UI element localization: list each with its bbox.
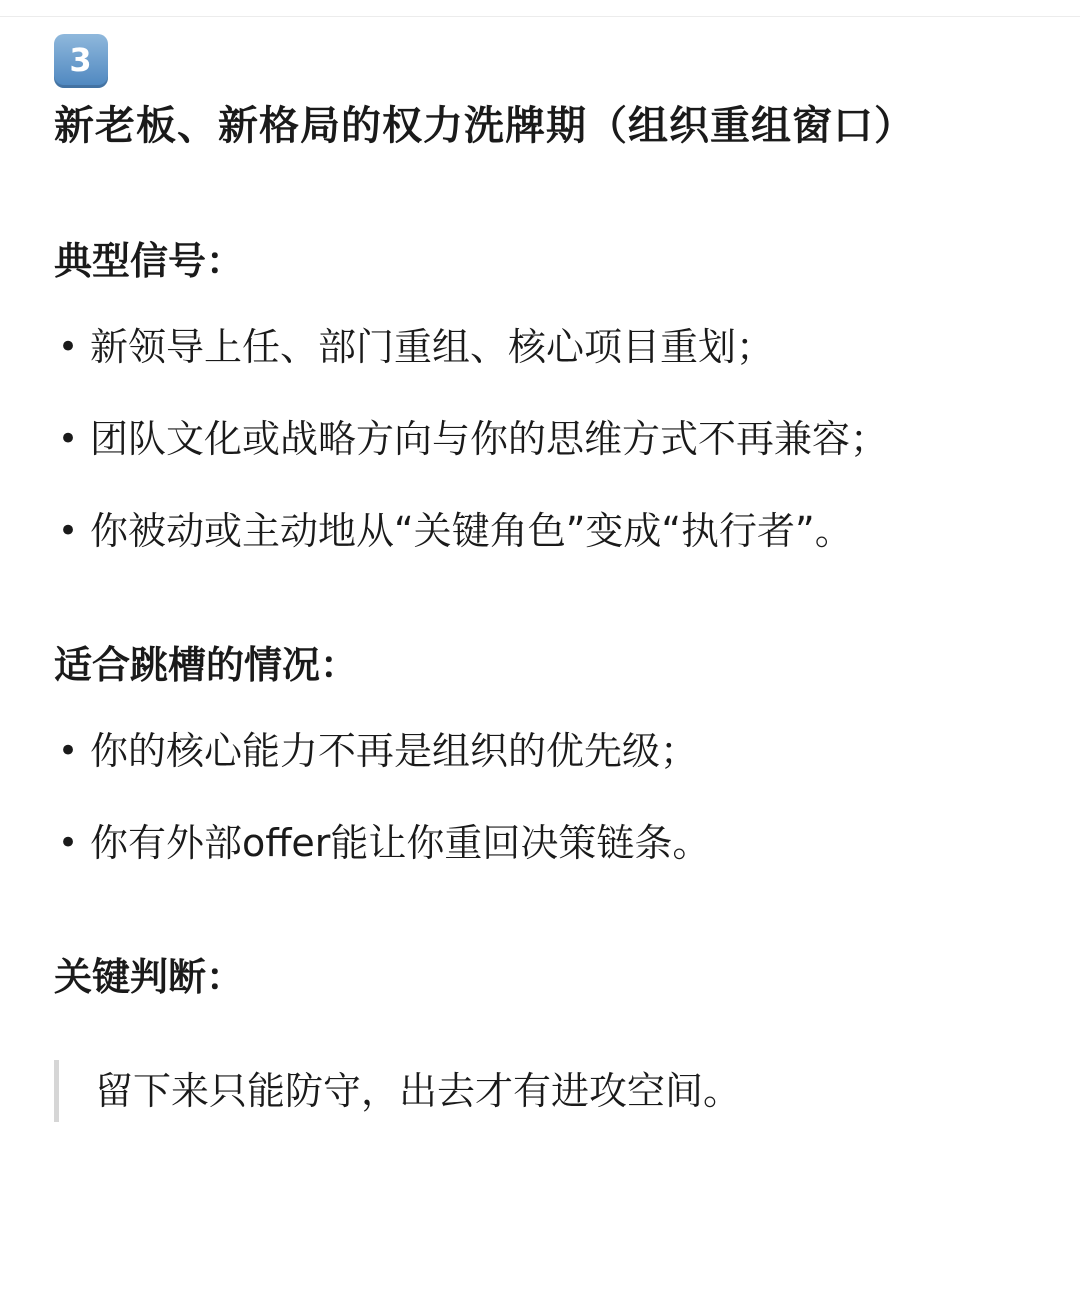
bullet-icon: •: [58, 327, 79, 367]
list-item: [54, 720, 974, 782]
signals-heading: 典型信号：: [54, 239, 245, 283]
bullet-icon: •: [58, 731, 79, 771]
list-item-text: 你被动或主动地从“关键角色”变成“执行者”。: [90, 509, 853, 553]
bullet-icon: •: [58, 511, 79, 551]
top-divider: [0, 16, 1080, 17]
judgment-quote: 留下来只能防守，出去才有进攻空间。: [54, 1060, 974, 1122]
list-item-text: 你有外部offer能让你重回决策链条。: [90, 821, 711, 865]
section-title-text: 新老板、新格局的权力洗牌期（组织重组窗口）: [54, 103, 915, 149]
list-item-text: 团队文化或战略方向与你的思维方式不再兼容；: [90, 417, 889, 461]
judgment-heading: 关键判断：: [54, 955, 245, 999]
suitable-heading: 适合跳槽的情况：: [54, 643, 359, 687]
list-item-text: 新领导上任、部门重组、核心项目重划；: [90, 325, 775, 369]
bullet-icon: •: [58, 419, 79, 459]
bullet-icon: •: [58, 823, 79, 863]
list-item: [54, 408, 974, 470]
section-title: [54, 30, 974, 158]
list-item: [54, 812, 974, 874]
list-item: [54, 500, 974, 562]
suitable-list: [54, 720, 974, 874]
list-item-text: 你的核心能力不再是组织的优先级；: [90, 729, 699, 773]
list-item: [54, 316, 974, 378]
signals-list: [54, 316, 974, 562]
keycap-number-icon: 3: [54, 34, 108, 88]
article-body: [54, 30, 974, 1122]
